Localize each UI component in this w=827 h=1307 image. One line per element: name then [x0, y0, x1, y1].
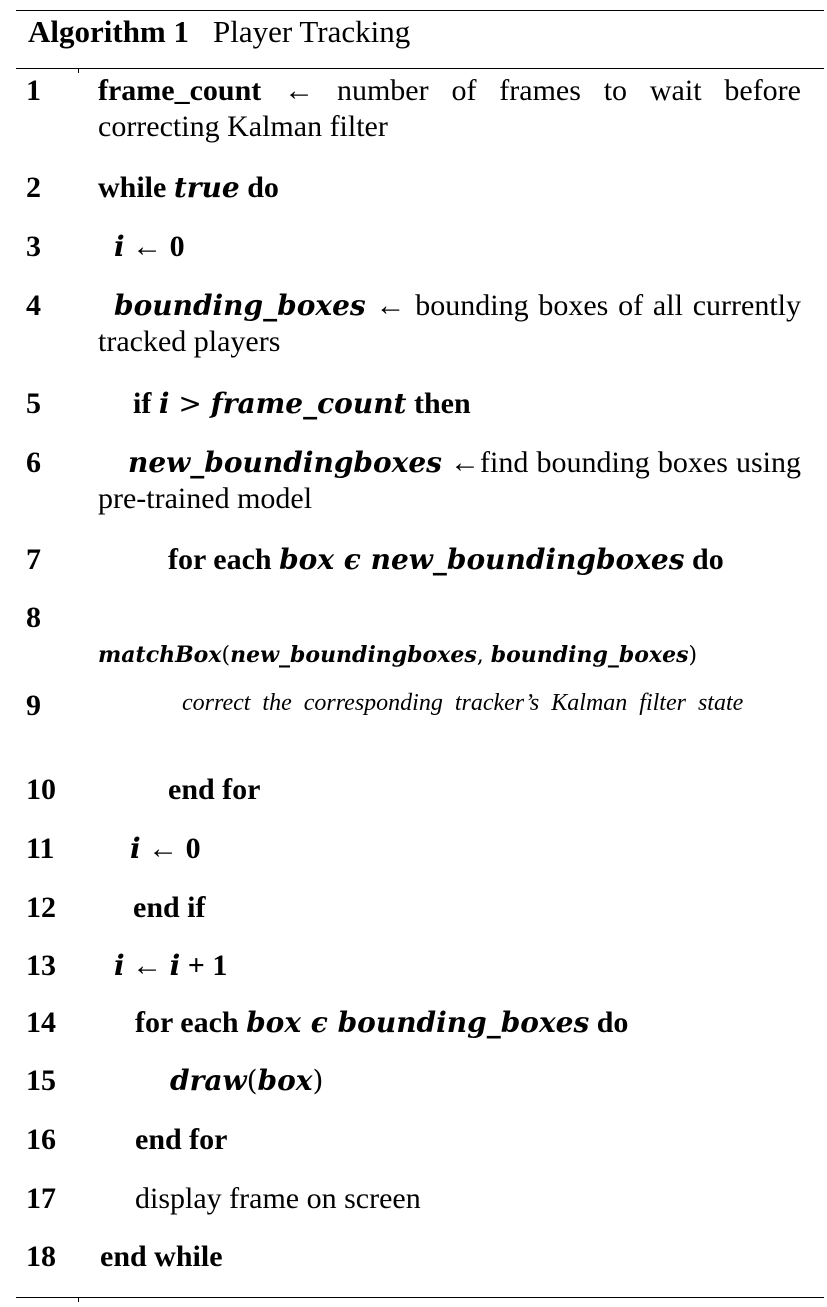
line-number: 5 — [26, 387, 41, 420]
line-number: 12 — [26, 891, 56, 924]
line-content: for each box ϵ bounding_boxes do — [135, 1006, 629, 1039]
algorithm-title: Player Tracking — [213, 14, 411, 49]
line-number: 17 — [26, 1182, 56, 1215]
line-content: end for — [168, 773, 261, 806]
line-number: 15 — [26, 1064, 56, 1097]
line-number: 9 — [26, 689, 41, 722]
line-number: 1 — [26, 74, 41, 107]
header-rule-tick — [78, 68, 79, 73]
line-content: i ← i + 1 — [114, 949, 228, 982]
line-number: 4 — [26, 289, 41, 322]
line-content: matchBox(new_boundingboxes, bounding_boxes) — [98, 642, 698, 668]
algorithm-label: Algorithm 1 — [28, 14, 190, 49]
line-content: while true do — [98, 171, 279, 204]
line-content: for each box ϵ new_boundingboxes do — [168, 543, 724, 576]
line-number: 3 — [26, 230, 41, 263]
line-number: 10 — [26, 773, 56, 806]
line-number: 18 — [26, 1240, 56, 1273]
line-content: end for — [135, 1123, 228, 1156]
line-number: 6 — [26, 446, 41, 479]
algorithm-header — [28, 12, 410, 52]
line-content: i ← 0 — [114, 230, 185, 263]
bottom-rule — [16, 1297, 824, 1298]
line-number: 13 — [26, 949, 56, 982]
top-rule — [16, 10, 824, 11]
bottom-rule-tick — [78, 1297, 79, 1302]
line-content: end while — [100, 1240, 223, 1273]
line-content: bounding_boxes ← bounding boxes of all currently tracked players — [98, 289, 801, 358]
line-number: 11 — [26, 832, 55, 865]
line-content: draw(box) — [170, 1064, 324, 1097]
line-number: 7 — [26, 543, 41, 576]
line-content: new_boundingboxes ←find bounding boxes using pre-trained model — [98, 446, 801, 515]
line-number: 16 — [26, 1123, 56, 1156]
line-content: correct the corresponding tracker’s Kalman filter state — [182, 690, 744, 716]
line-number: 8 — [26, 601, 41, 634]
line-content: end if — [133, 891, 206, 924]
header-rule — [16, 68, 824, 69]
line-content: if i > frame_count then — [133, 387, 471, 420]
line-content: display frame on screen — [135, 1182, 421, 1215]
line-number: 14 — [26, 1006, 56, 1039]
line-number: 2 — [26, 171, 41, 204]
line-content: frame_count ← number of frames to wait before correcting Kalman filter — [98, 74, 801, 143]
line-content: i ← 0 — [130, 832, 201, 865]
